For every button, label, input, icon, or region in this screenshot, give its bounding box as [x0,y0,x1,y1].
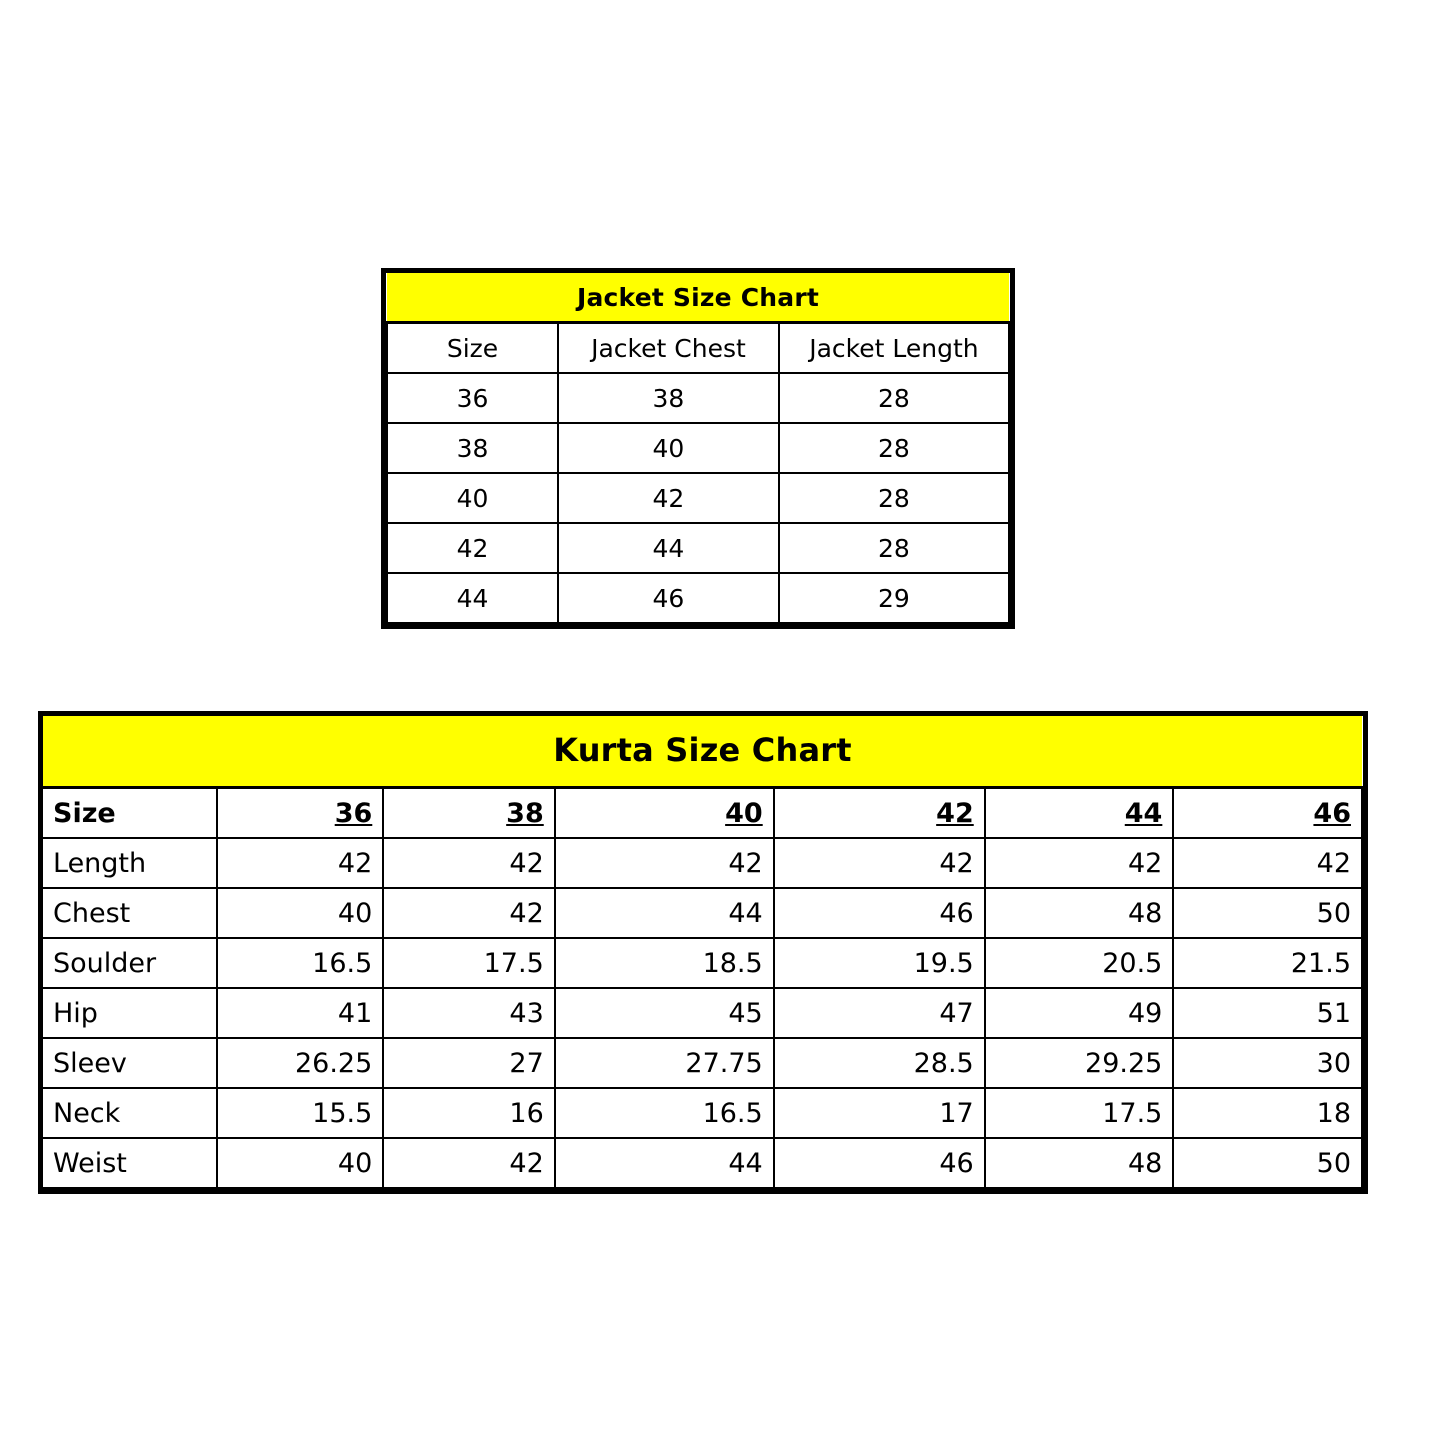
cell-value: 42 [383,888,554,938]
cell-value: 50 [1173,1138,1362,1188]
table-row [43,938,1362,988]
table-row [43,1038,1362,1088]
cell-value: 30 [1173,1038,1362,1088]
table-title-row [387,273,1009,323]
cell-value: 47 [774,988,985,1038]
table-row [387,423,1009,473]
cell-value: 46 [774,1138,985,1188]
column-header-jacket-chest: Jacket Chest [558,323,779,374]
table-row [43,888,1362,938]
cell-value: 19.5 [774,938,985,988]
cell-jacket-length: 28 [779,423,1009,473]
cell-value: 42 [774,838,985,888]
cell-value: 27.75 [555,1038,774,1088]
column-header-size: Size [43,788,217,839]
cell-value: 48 [985,1138,1174,1188]
cell-value: 42 [555,838,774,888]
table-row [43,838,1362,888]
table-row [387,373,1009,423]
cell-jacket-chest: 42 [558,473,779,523]
column-header-size: Size [387,323,558,374]
kurta-size-chart [38,711,1368,1194]
row-label-neck: Neck [43,1088,217,1138]
cell-size: 44 [387,573,558,623]
column-header-46: 46 [1173,788,1362,839]
cell-value: 27 [383,1038,554,1088]
cell-value: 16.5 [217,938,383,988]
cell-size: 42 [387,523,558,573]
table-header-row [43,788,1362,839]
cell-value: 26.25 [217,1038,383,1088]
row-label-weist: Weist [43,1138,217,1188]
column-header-jacket-length: Jacket Length [779,323,1009,374]
row-label-hip: Hip [43,988,217,1038]
cell-jacket-length: 28 [779,473,1009,523]
cell-jacket-chest: 46 [558,573,779,623]
row-label-length: Length [43,838,217,888]
cell-value: 18.5 [555,938,774,988]
cell-value: 42 [1173,838,1362,888]
cell-value: 15.5 [217,1088,383,1138]
column-header-40: 40 [555,788,774,839]
cell-value: 20.5 [985,938,1174,988]
table-row [43,1088,1362,1138]
cell-jacket-length: 28 [779,523,1009,573]
cell-value: 17 [774,1088,985,1138]
table-row [387,523,1009,573]
cell-value: 50 [1173,888,1362,938]
table-title-row [43,716,1362,788]
column-header-36: 36 [217,788,383,839]
row-label-soulder: Soulder [43,938,217,988]
cell-jacket-chest: 40 [558,423,779,473]
kurta-chart-title: Kurta Size Chart [43,716,1362,788]
cell-value: 16.5 [555,1088,774,1138]
cell-value: 21.5 [1173,938,1362,988]
table-header-row [387,323,1009,374]
cell-value: 43 [383,988,554,1038]
jacket-size-chart [381,268,1015,629]
row-label-chest: Chest [43,888,217,938]
cell-size: 40 [387,473,558,523]
cell-value: 44 [555,888,774,938]
cell-value: 40 [217,1138,383,1188]
table-row [43,988,1362,1038]
cell-value: 17.5 [383,938,554,988]
cell-value: 49 [985,988,1174,1038]
kurta-size-table [43,716,1363,1189]
cell-value: 42 [383,1138,554,1188]
cell-value: 46 [774,888,985,938]
column-header-38: 38 [383,788,554,839]
row-label-sleev: Sleev [43,1038,217,1088]
jacket-size-table [386,273,1010,624]
cell-value: 40 [217,888,383,938]
cell-value: 28.5 [774,1038,985,1088]
cell-value: 45 [555,988,774,1038]
table-row [43,1138,1362,1188]
table-row [387,473,1009,523]
cell-value: 17.5 [985,1088,1174,1138]
cell-jacket-length: 28 [779,373,1009,423]
cell-value: 48 [985,888,1174,938]
cell-value: 29.25 [985,1038,1174,1088]
cell-jacket-chest: 38 [558,373,779,423]
cell-size: 38 [387,423,558,473]
cell-jacket-chest: 44 [558,523,779,573]
column-header-42: 42 [774,788,985,839]
cell-value: 44 [555,1138,774,1188]
cell-value: 41 [217,988,383,1038]
column-header-44: 44 [985,788,1174,839]
table-row [387,573,1009,623]
cell-value: 16 [383,1088,554,1138]
cell-value: 42 [383,838,554,888]
cell-value: 18 [1173,1088,1362,1138]
cell-value: 51 [1173,988,1362,1038]
jacket-chart-title: Jacket Size Chart [387,273,1009,323]
cell-jacket-length: 29 [779,573,1009,623]
cell-value: 42 [217,838,383,888]
cell-value: 42 [985,838,1174,888]
cell-size: 36 [387,373,558,423]
